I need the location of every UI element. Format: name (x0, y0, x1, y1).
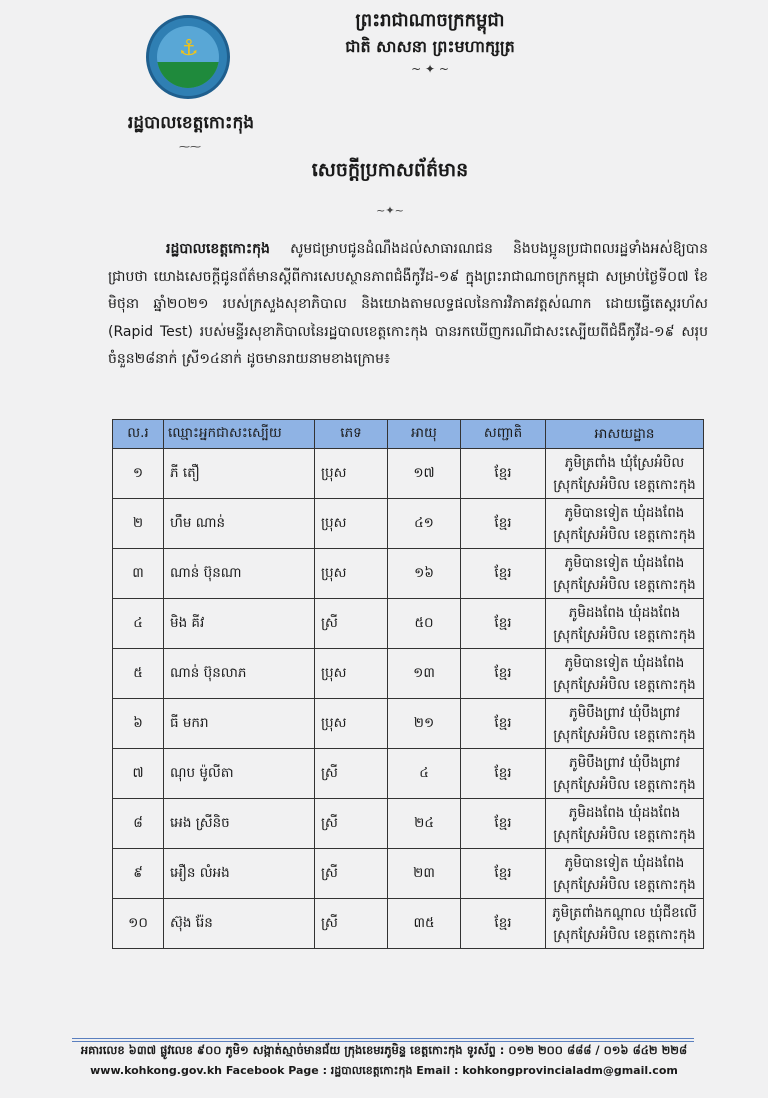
cell-nationality: ខ្មែរ (461, 649, 546, 699)
cell-nationality: ខ្មែរ (461, 499, 546, 549)
cell-no: ៨ (113, 799, 164, 849)
cell-no: ៦ (113, 699, 164, 749)
cell-sex: ប្រុស (315, 649, 388, 699)
cell-sex: ប្រុស (315, 549, 388, 599)
recovered-cases-table (112, 419, 704, 949)
table-row (113, 849, 704, 899)
cell-name: ធី មករា (164, 699, 315, 749)
col-header-age: អាយុ (388, 420, 461, 449)
cell-sex: ស្រី (315, 849, 388, 899)
footer-divider (72, 1038, 694, 1039)
cell-name: អេង ស្រីនិច (164, 799, 315, 849)
cell-nationality: ខ្មែរ (461, 699, 546, 749)
col-header-address: អាសយដ្ឋាន (546, 420, 704, 449)
address-line-village: ភូមិដងពែង ឃុំដងពែង (568, 804, 681, 821)
table-row (113, 549, 704, 599)
address-line-village: ភូមិបានទៀត ឃុំដងពែង (564, 854, 685, 871)
address-line-village: ភូមិបឹងព្រាវ ឃុំបឹងព្រាវ (569, 704, 680, 721)
address-line-village: ភូមិដងពែង ឃុំដងពែង (568, 604, 681, 621)
cell-age: ១៣ (388, 649, 461, 699)
address-line-village: ភូមិបានទៀត ឃុំដងពែង (564, 654, 685, 671)
address-line-village: ភូមិបានទៀត ឃុំដងពែង (564, 554, 685, 571)
cell-age: ១៧ (388, 449, 461, 499)
cell-nationality: ខ្មែរ (461, 899, 546, 949)
table-row (113, 449, 704, 499)
kingdom-heading: ព្រះរាជាណាចក្រកម្ពុជា (355, 10, 505, 31)
cell-address (546, 499, 704, 549)
cell-address (546, 449, 704, 499)
address-line-district: ស្រុកស្រែអំបិល ខេត្តកោះកុង (553, 676, 696, 693)
address-line-district: ស្រុកស្រែអំបិល ខេត្តកោះកុង (553, 626, 696, 643)
address-line-district: ស្រុកស្រែអំបិល ខេត្តកោះកុង (553, 576, 696, 593)
col-header-name: ឈ្មោះអ្នកជាសះស្បើយ (164, 420, 315, 449)
cell-nationality: ខ្មែរ (461, 549, 546, 599)
cell-no: ៧ (113, 749, 164, 799)
motto-flourish: ~ ✦ ~ (411, 62, 449, 76)
cell-sex: ស្រី (315, 599, 388, 649)
table-row (113, 899, 704, 949)
cell-address (546, 599, 704, 649)
table-row (113, 599, 704, 649)
address-line-district: ស្រុកស្រែអំបិល ខេត្តកោះកុង (553, 776, 696, 793)
cell-sex: ប្រុស (315, 499, 388, 549)
cell-no: ៩ (113, 849, 164, 899)
address-line-village: ភូមិបឹងព្រាវ ឃុំបឹងព្រាវ (569, 754, 680, 771)
col-header-sex: ភេទ (315, 420, 388, 449)
address-line-village: ភូមិត្រពាំងកណ្តាល ឃុំជីខលើ (552, 904, 697, 921)
cell-age: ២៣ (388, 849, 461, 899)
cell-sex: ប្រុស (315, 699, 388, 749)
cell-no: ២ (113, 499, 164, 549)
cell-name: ភី តឿ (164, 449, 315, 499)
cell-age: ១៦ (388, 549, 461, 599)
cell-sex: ស្រី (315, 799, 388, 849)
cell-address (546, 849, 704, 899)
table-row (113, 699, 704, 749)
cell-age: ៤១ (388, 499, 461, 549)
cell-no: ៤ (113, 599, 164, 649)
org-flourish: ⁓⁓ (179, 140, 201, 153)
cell-sex: ស្រី (315, 749, 388, 799)
cell-no: ៥ (113, 649, 164, 699)
address-line-district: ស្រុកស្រែអំបិល ខេត្តកោះកុង (553, 726, 696, 743)
address-line-district: ស្រុកស្រែអំបិល ខេត្តកោះកុង (553, 826, 696, 843)
cell-name: ហឹម ណាន់ (164, 499, 315, 549)
cell-nationality: ខ្មែរ (461, 799, 546, 849)
anchor-icon: ⚓ (179, 36, 199, 61)
cell-no: ១០ (113, 899, 164, 949)
footer-divider (72, 1041, 694, 1042)
cell-age: ២១ (388, 699, 461, 749)
col-header-no: ល.រ (113, 420, 164, 449)
org-name: រដ្ឋបាលខេត្តកោះកុង (127, 113, 255, 133)
national-motto: ជាតិ សាសនា ព្រះមហាក្សត្រ (345, 37, 515, 56)
cell-age: ៥០ (388, 599, 461, 649)
cell-name: ណាន់ ប៊ុនលាភ (164, 649, 315, 699)
cell-nationality: ខ្មែរ (461, 849, 546, 899)
address-line-district: ស្រុកស្រែអំបិល ខេត្តកោះកុង (553, 476, 696, 493)
table-row (113, 499, 704, 549)
col-header-nationality: សញ្ជាតិ (461, 420, 546, 449)
cell-nationality: ខ្មែរ (461, 449, 546, 499)
cell-nationality: ខ្មែរ (461, 599, 546, 649)
cell-name: មិង គីវ (164, 599, 315, 649)
cell-no: ១ (113, 449, 164, 499)
address-line-district: ស្រុកស្រែអំបិល ខេត្តកោះកុង (553, 926, 696, 943)
cell-age: ៣៥ (388, 899, 461, 949)
address-line-village: ភូមិបានទៀត ឃុំដងពែង (564, 504, 685, 521)
address-line-district: ស្រុកស្រែអំបិល ខេត្តកោះកុង (553, 526, 696, 543)
cell-address (546, 799, 704, 849)
address-line-district: ស្រុកស្រែអំបិល ខេត្តកោះកុង (553, 876, 696, 893)
cell-address (546, 699, 704, 749)
footer-contact: www.kohkong.gov.kh Facebook Page : រដ្ឋបាលខេត្តកោះកុង Email : kohkongprovincialadm@gmail.com (90, 1064, 678, 1077)
cell-sex: ប្រុស (315, 449, 388, 499)
document-title: សេចក្តីប្រកាសព័ត៌មាន (311, 159, 469, 181)
provincial-seal-logo (146, 15, 230, 99)
cell-name: ណាន់ ប៊ុនណា (164, 549, 315, 599)
cell-sex: ស្រី (315, 899, 388, 949)
title-flourish: ~✦~ (376, 204, 404, 217)
cell-name: ណុប ម៉ូលីតា (164, 749, 315, 799)
cell-no: ៣ (113, 549, 164, 599)
address-line-village: ភូមិត្រពាំង ឃុំស្រែអំបិល (564, 454, 685, 471)
cell-name: ស៊ុង រ៉ែន (164, 899, 315, 949)
table-row (113, 749, 704, 799)
cell-address (546, 649, 704, 699)
table-header-row (113, 420, 704, 449)
cell-age: ២៤ (388, 799, 461, 849)
body-lead: រដ្ឋបាលខេត្តកោះកុង (166, 241, 270, 257)
cell-address (546, 749, 704, 799)
cell-name: អឿន លំអង (164, 849, 315, 899)
cell-age: ៤ (388, 749, 461, 799)
footer-address: អគារលេខ ៦៣៧ ផ្លូវលេខ ៩០០ ភូមិ១ សង្កាត់ស្មាច់មានជ័យ ក្រុងខេមរភូមិន្ទ ខេត្តកោះកុង ទូរស័ព្ទ : ០១២ ២០០ ៨៨៨ / ០១៦ ៨៤២ ២២៨ (80, 1043, 688, 1057)
body-text: សូមជម្រាបជូនដំណឹងដល់សាធារណជន និងបងប្អូនប្រជាពលរដ្ឋទាំងអស់ឱ្យបានជ្រាបថា យោងសេចក្តីជូនព័ត៌មានស្តីពីការសេបស្ថានភាពជំងឺកូវីដ-១៩ ក្នុងព្រះរាជាណាចក្រកម្ពុជា សម្រាប់ថ្ងៃទី០៧ ខែមិថុនា ឆ្នាំ២០២១ របស់ក្រសួងសុខាភិបាល និងយោងតាមលទ្ធផលនៃការវិភាគវត្តស់ណាក ដោយធ្វើតេស្តរហ័ស (Rapid Test) របស់មន្ទីរសុខាភិបាលនៃរដ្ឋបាលខេត្តកោះកុង បានរកឃើញករណីជាសះស្បើយពីជំងឺកូវីដ-១៩ សរុបចំនួន២៨នាក់ ស្រី១៤នាក់ ដូចមានរាយនាមខាងក្រោម៖ (108, 241, 708, 367)
table-row (113, 799, 704, 849)
cell-address (546, 899, 704, 949)
announcement-body (108, 236, 708, 374)
cell-address (546, 549, 704, 599)
table-row (113, 649, 704, 699)
cell-nationality: ខ្មែរ (461, 749, 546, 799)
